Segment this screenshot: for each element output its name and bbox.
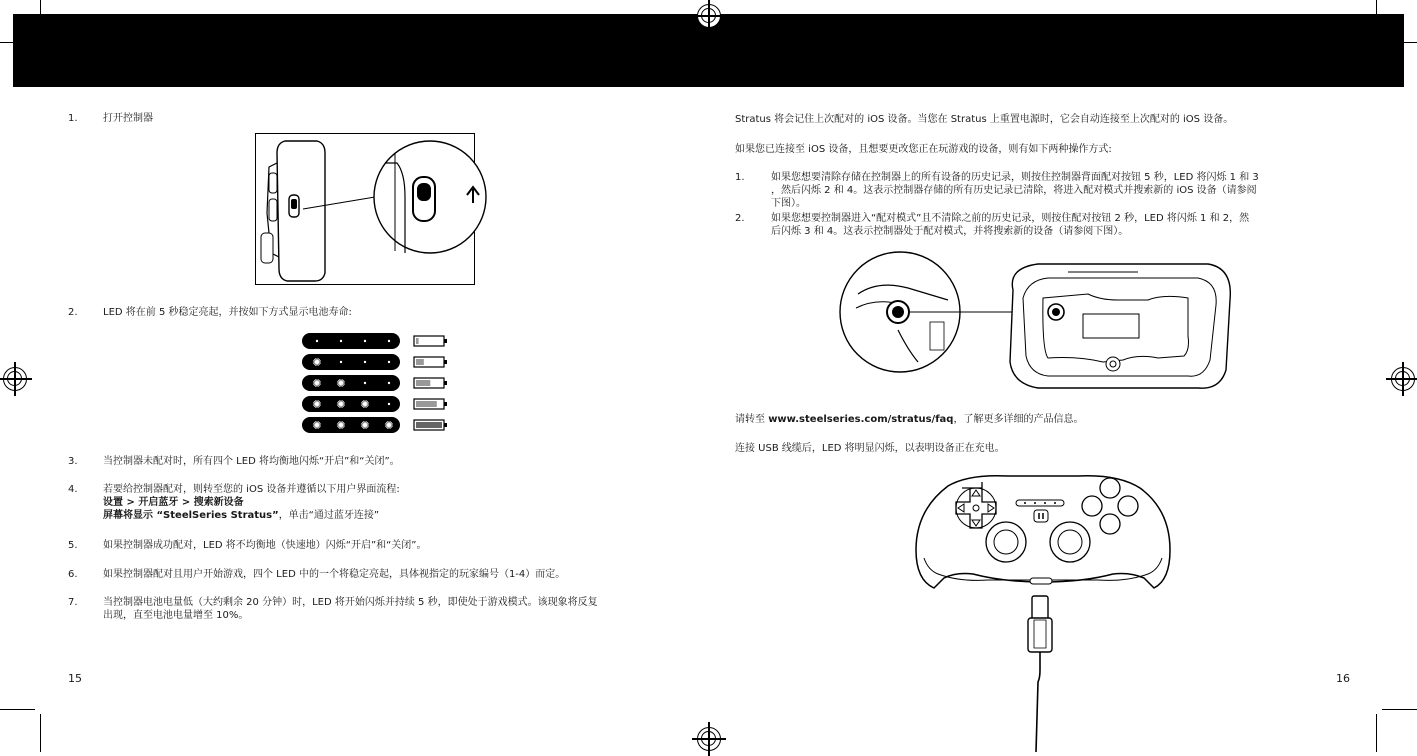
- battery-tip: [444, 360, 447, 364]
- battery-tip: [444, 339, 447, 343]
- step-text: 打开控制器: [103, 113, 153, 124]
- svg-text:✺: ✺: [384, 419, 394, 432]
- svg-text:✺: ✺: [312, 377, 322, 390]
- registration-mark-right: [1391, 367, 1415, 391]
- step-number: 6.: [68, 569, 78, 580]
- battery-fill: [416, 401, 437, 407]
- faq-suffix: ，了解更多详细的产品信息。: [953, 414, 1084, 425]
- svg-text:✺: ✺: [312, 398, 322, 411]
- crop-mark: [1382, 42, 1417, 43]
- step-number: 5.: [68, 540, 78, 551]
- page-number-left: 15: [68, 672, 82, 685]
- faq-link[interactable]: www.steelseries.com/stratus/faq: [768, 414, 954, 425]
- item-number: 1.: [735, 172, 745, 183]
- svg-text:✺: ✺: [336, 377, 346, 390]
- battery-tip: [444, 381, 447, 385]
- paragraph: Stratus 将会记住上次配对的 iOS 设备。当您在 Stratus 上重置电源时，它会自动连接至上次配对的 iOS 设备。: [735, 114, 1234, 125]
- step-text: LED 将在前 5 秒稳定亮起，并按如下方式显示电池寿命:: [103, 307, 352, 318]
- paragraph: 如果您已连接至 iOS 设备，且想要更改您正在玩游戏的设备，则有如下两种操作方式:: [735, 144, 1112, 155]
- item-text: 后闪烁 3 和 4。这表示控制器处于配对模式，并将搜索新的设备（请参阅下图）。: [771, 226, 1129, 237]
- battery-fill: [416, 338, 419, 344]
- svg-text:✺: ✺: [336, 398, 346, 411]
- svg-text:✺: ✺: [360, 419, 370, 432]
- step-text: 若要给控制器配对，则转至您的 iOS 设备并遵循以下用户界面流程:: [103, 484, 400, 495]
- crop-mark: [40, 714, 41, 752]
- step-text-cont: 出现，直至电池电量增至 10%。: [103, 610, 249, 621]
- crop-mark: [1382, 709, 1417, 710]
- item-text: 如果您想要清除存储在控制器上的所有设备的历史记录，则按住控制器背面配对按钮 5 秒，LED 将闪烁 1 和 3: [771, 172, 1259, 183]
- battery-tip: [444, 423, 447, 427]
- step-bold-prefix: 屏幕将显示 “SteelSeries Stratus”: [103, 510, 279, 521]
- faq-prefix: 请转至: [735, 414, 769, 425]
- faq-line: [735, 413, 1083, 426]
- step-number: 7.: [68, 597, 78, 608]
- item-number: 2.: [735, 213, 745, 224]
- step-line: [103, 509, 379, 522]
- registration-mark-top: [697, 4, 721, 28]
- paragraph: 连接 USB 线缆后，LED 将明显闪烁，以表明设备正在充电。: [735, 443, 1005, 454]
- item-text: 下图）。: [771, 198, 806, 209]
- svg-text:✺: ✺: [360, 398, 370, 411]
- controller-back-illustration: [838, 250, 1248, 400]
- step-text: 如果控制器成功配对，LED 将不均衡地（快速地）闪烁“开启”和“关闭”。: [103, 540, 427, 551]
- crop-mark: [1376, 0, 1377, 38]
- battery-led-table: [302, 333, 452, 437]
- svg-text:✺: ✺: [336, 419, 346, 432]
- crop-mark: [40, 0, 41, 38]
- crop-mark: [0, 709, 35, 710]
- step-number: 3.: [68, 456, 78, 467]
- step-number: 2.: [68, 307, 78, 318]
- svg-text:✺: ✺: [312, 419, 322, 432]
- battery-tip: [444, 402, 447, 406]
- item-text: ，然后闪烁 2 和 4。这表示控制器存储的所有历史记录已清除，将进入配对模式并搜索新的 iOS 设备（请参阅: [771, 185, 1257, 196]
- step-bold-line: 设置 > 开启蓝牙 > 搜索新设备: [103, 497, 244, 508]
- battery-fill: [416, 422, 442, 428]
- controller-front-illustration: [908, 470, 1178, 752]
- registration-mark-left: [3, 367, 27, 391]
- crop-mark: [0, 42, 35, 43]
- crop-mark: [1376, 714, 1377, 752]
- step-text: 当控制器未配对时，所有四个 LED 将均衡地闪烁“开启”和“关闭”。: [103, 456, 400, 467]
- battery-fill: [416, 380, 430, 386]
- step-number: 1.: [68, 113, 78, 124]
- page-number-right: 16: [1336, 672, 1350, 685]
- step-suffix: ，单击“通过蓝牙连接”: [278, 510, 380, 521]
- step-number: 4.: [68, 484, 78, 495]
- controller-side-illustration: [255, 133, 475, 285]
- registration-mark-bottom: [697, 727, 721, 751]
- item-text: 如果您想要控制器进入“配对模式”且不清除之前的历史记录，则按住配对按钮 2 秒，LED 将闪烁 1 和 2，然: [771, 213, 1250, 224]
- step-text: 如果控制器配对且用户开始游戏，四个 LED 中的一个将稳定亮起，具体视指定的玩家编号（1-4）而定。: [103, 569, 566, 580]
- step-text: 当控制器电池电量低（大约剩余 20 分钟）时，LED 将开始闪烁并持续 5 秒，即使处于游戏模式。该现象将反复: [103, 597, 598, 608]
- svg-text:✺: ✺: [312, 356, 322, 369]
- battery-fill: [416, 359, 424, 365]
- led-row-1: [302, 333, 400, 349]
